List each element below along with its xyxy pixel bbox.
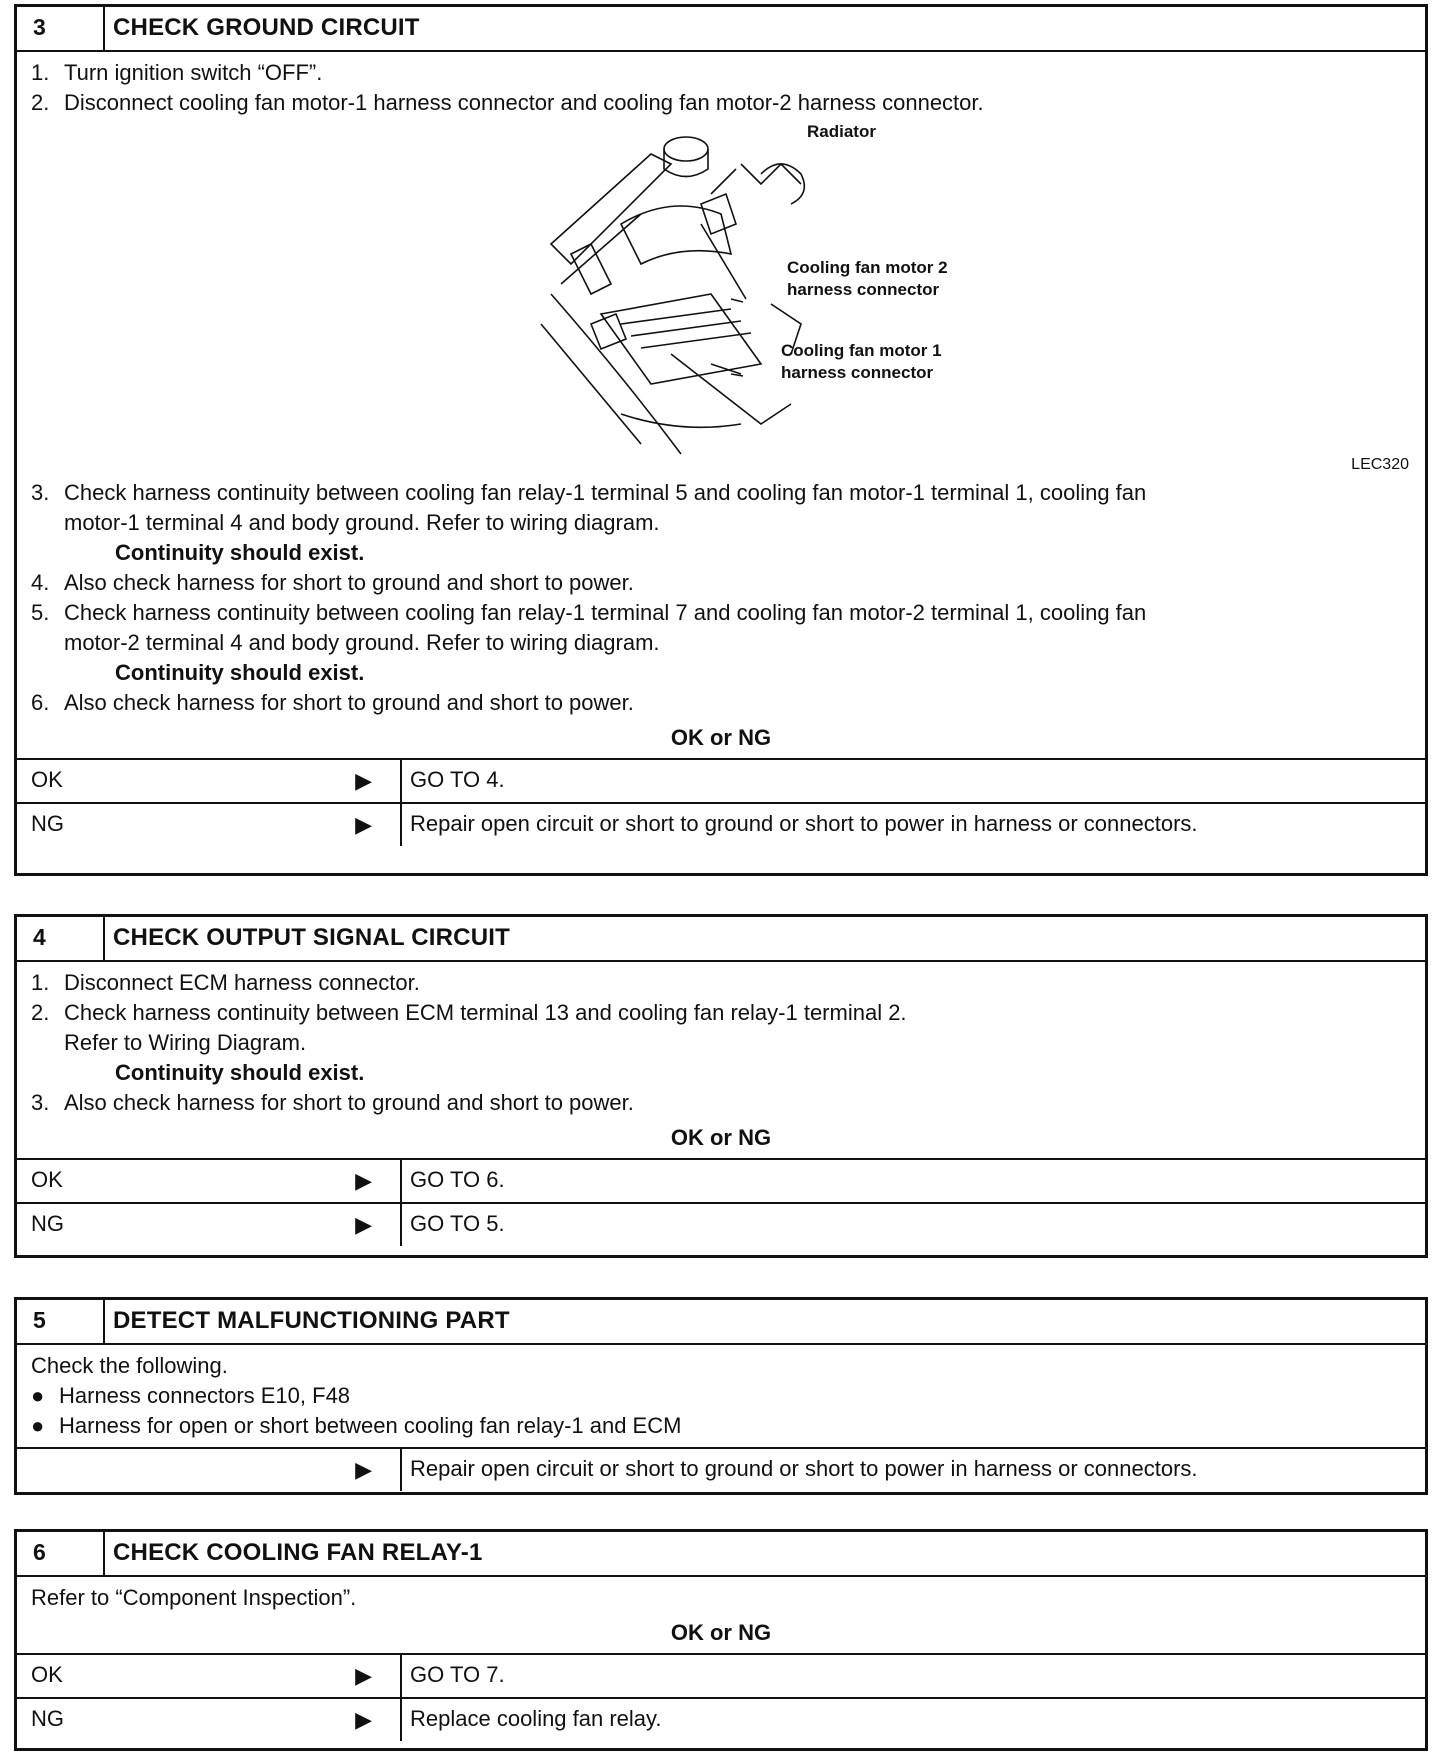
section-body — [17, 1577, 1425, 1613]
arrow-icon: ▶ — [355, 1707, 372, 1732]
instruction-continuation: Refer to Wiring Diagram. — [64, 1030, 307, 1055]
section-6 — [14, 1529, 1428, 1751]
instruction-step: 3. Check harness continuity between cooling fan relay-1 terminal 5 and cooling fan motor-1 terminal 1, cooling fan — [31, 480, 1147, 505]
result-action: GO TO 5. — [410, 1211, 505, 1236]
step-title: CHECK GROUND CIRCUIT — [113, 14, 420, 41]
motor1-connector-label: harness connector — [781, 363, 934, 382]
instruction-step: 2. Check harness continuity between ECM terminal 13 and cooling fan relay-1 terminal 2. — [31, 1000, 907, 1025]
result-row — [17, 758, 1425, 802]
instruction-intro: Check the following. — [31, 1353, 228, 1378]
instruction-intro: Refer to “Component Inspection”. — [31, 1585, 357, 1610]
section-4 — [14, 914, 1428, 1258]
instruction-step: 1. Disconnect ECM harness connector. — [31, 970, 420, 995]
arrow-icon: ▶ — [355, 768, 372, 793]
section-header — [17, 1532, 1425, 1577]
figure-code: LEC320 — [1351, 456, 1409, 473]
section-body — [17, 1345, 1425, 1447]
section-header — [17, 1300, 1425, 1345]
ok-or-ng-heading: OK or NG — [670, 1620, 772, 1645]
result-row — [17, 1653, 1425, 1697]
expected-result: Continuity should exist. — [115, 1060, 365, 1085]
bullet-item: ● Harness connectors E10, F48 — [31, 1383, 351, 1408]
section-header — [17, 7, 1425, 52]
result-row — [17, 802, 1425, 846]
section-5 — [14, 1297, 1428, 1495]
motor1-connector-label: Cooling fan motor 1 — [781, 341, 942, 360]
result-action: Replace cooling fan relay. — [410, 1706, 662, 1731]
bullet-item: ● Harness for open or short between cooling fan relay-1 and ECM — [31, 1413, 682, 1438]
result-action: Repair open circuit or short to ground or short to power in harness or connectors. — [410, 1456, 1198, 1481]
result-action: Repair open circuit or short to ground or short to power in harness or connectors. — [410, 811, 1198, 836]
section-3 — [14, 4, 1428, 876]
section-body — [17, 52, 1425, 718]
result-row — [17, 1202, 1425, 1246]
expected-result: Continuity should exist. — [115, 660, 365, 685]
step-number: 6 — [17, 1532, 105, 1575]
result-condition: OK — [31, 1662, 63, 1687]
result-row — [17, 1697, 1425, 1741]
section-body — [17, 962, 1425, 1118]
result-condition: NG — [31, 1211, 64, 1236]
step-number: 4 — [17, 917, 105, 960]
instruction-step: 5. Check harness continuity between cooling fan relay-1 terminal 7 and cooling fan motor-2 terminal 1, cooling fan — [31, 600, 1147, 625]
instruction-step: 4. Also check harness for short to ground and short to power. — [31, 570, 634, 595]
ok-or-ng-heading: OK or NG — [670, 725, 772, 750]
instruction-step: 6. Also check harness for short to ground and short to power. — [31, 690, 634, 715]
motor2-connector-label: Cooling fan motor 2 — [787, 258, 948, 277]
step-title: CHECK OUTPUT SIGNAL CIRCUIT — [113, 924, 510, 951]
step-title: CHECK COOLING FAN RELAY-1 — [113, 1539, 483, 1566]
ok-or-ng-heading: OK or NG — [670, 1125, 772, 1150]
instruction-continuation: motor-2 terminal 4 and body ground. Refer to wiring diagram. — [64, 630, 660, 655]
result-action: GO TO 4. — [410, 767, 505, 792]
result-action: GO TO 7. — [410, 1662, 505, 1687]
result-row — [17, 1447, 1425, 1491]
radiator-illustration — [531, 124, 831, 464]
expected-result: Continuity should exist. — [115, 540, 365, 565]
step-title: DETECT MALFUNCTIONING PART — [113, 1307, 510, 1334]
instruction-step: 2. Disconnect cooling fan motor-1 harness connector and cooling fan motor-2 harness connector. — [31, 90, 984, 115]
result-condition: OK — [31, 767, 63, 792]
radiator-label: Radiator — [807, 122, 876, 141]
motor2-connector-label: harness connector — [787, 280, 940, 299]
instruction-continuation: motor-1 terminal 4 and body ground. Refer to wiring diagram. — [64, 510, 660, 535]
result-condition: NG — [31, 1706, 64, 1731]
result-row — [17, 1158, 1425, 1202]
arrow-icon: ▶ — [355, 1457, 372, 1482]
result-action: GO TO 6. — [410, 1167, 505, 1192]
instruction-step: 1. Turn ignition switch “OFF”. — [31, 60, 323, 85]
arrow-icon: ▶ — [355, 1212, 372, 1237]
arrow-icon: ▶ — [355, 1663, 372, 1688]
arrow-icon: ▶ — [355, 812, 372, 837]
step-number: 3 — [17, 7, 105, 50]
result-condition: OK — [31, 1167, 63, 1192]
radiator-figure — [31, 118, 1411, 478]
arrow-icon: ▶ — [355, 1168, 372, 1193]
section-header — [17, 917, 1425, 962]
result-condition: NG — [31, 811, 64, 836]
step-number: 5 — [17, 1300, 105, 1343]
instruction-step: 3. Also check harness for short to ground and short to power. — [31, 1090, 634, 1115]
